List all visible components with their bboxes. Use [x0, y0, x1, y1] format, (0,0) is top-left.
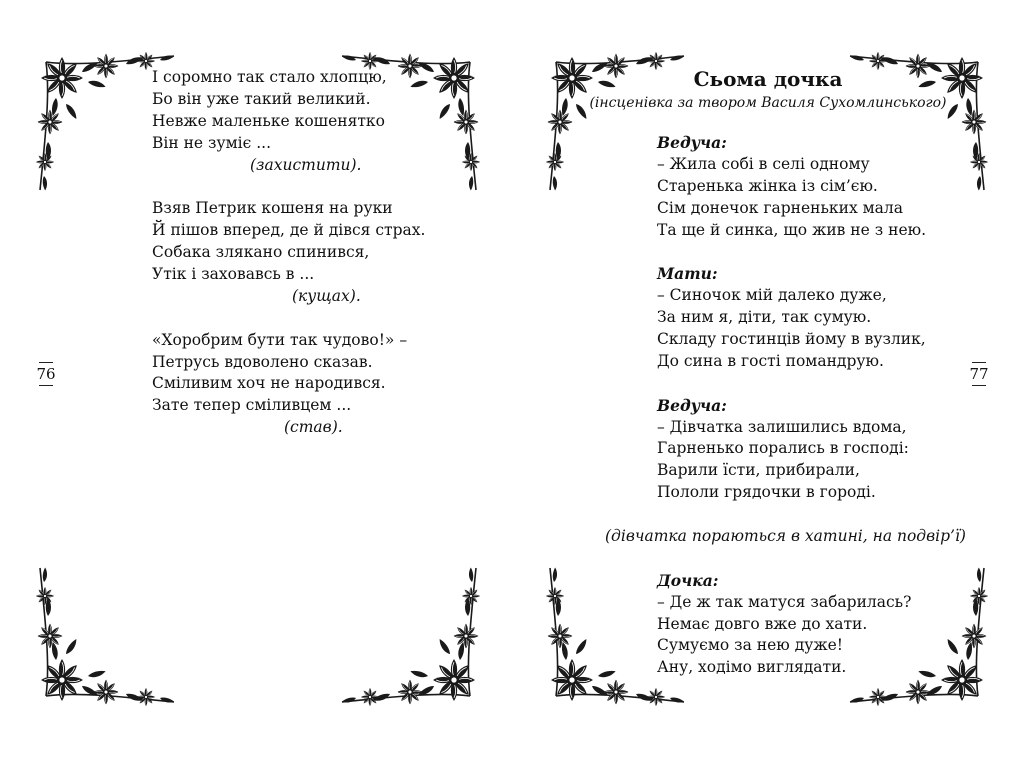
answer-line: (став).: [284, 418, 343, 437]
script-line: Та ще й синка, що жив не з нею.: [657, 220, 927, 239]
poem-line: Утік і заховавсь в ...: [152, 265, 315, 284]
script-line: До сина в гості помандрую.: [657, 351, 884, 370]
speaker-label: Ведуча:: [657, 133, 727, 152]
script-line: – Де ж так матуся забарилась?: [657, 592, 912, 611]
script-line: – Синочок мій далеко дуже,: [657, 286, 887, 305]
speaker-label: Дочка:: [657, 570, 719, 590]
poem-line: Зате тепер сміливцем ...: [152, 396, 352, 415]
poem-line: Невже маленьке кошенятко: [152, 111, 385, 130]
script-line: Складу гостинців йому в вузлик,: [657, 330, 926, 349]
poem-line: Сміливим хоч не народився.: [152, 374, 386, 393]
script-line: За ним я, діти, так сумую.: [657, 308, 872, 327]
script-line: Сумуємо за нею дуже!: [657, 636, 844, 655]
speaker-label: Мати:: [657, 264, 718, 284]
script-line: – Дівчатка залишились вдома,: [657, 417, 907, 436]
poem-line: Взяв Петрик кошеня на руки: [152, 199, 393, 218]
script-line: Варили їсти, прибирали,: [657, 461, 860, 480]
script-line: – Жила собі в селі одному: [657, 154, 870, 173]
script-line: Старенька жінка із сім’єю.: [657, 176, 878, 195]
poem-line: Петрусь вдоволено сказав.: [152, 352, 373, 371]
script-line: Пололи грядочки в городі.: [657, 483, 876, 502]
page-number-left: [31, 362, 61, 386]
script-text: [605, 132, 966, 679]
poem-line: І соромно так стало хлопцю,: [152, 68, 387, 86]
page-number-text: 77: [969, 365, 989, 383]
script-line: Немає довго вже до хати.: [657, 614, 868, 633]
stage-direction: (дівчатка пораються в хатині, на подвір’ї): [605, 527, 966, 546]
story-subtitle: (інсценівка за твором Василя Сухомлинського): [589, 95, 947, 111]
page-number-right: [964, 362, 994, 386]
story-title: Сьома дочка: [693, 67, 843, 91]
poem-text: [152, 67, 425, 439]
poem-line: Він не зуміє ...: [152, 133, 272, 152]
answer-line: (захистити).: [250, 155, 362, 174]
poem-line: Собака злякано спинився,: [152, 243, 370, 262]
speaker-label: Ведуча:: [657, 395, 727, 415]
answer-line: (кущах).: [292, 286, 361, 305]
floral-corner-icon: [36, 566, 176, 706]
poem-line: Бо він уже такий великий.: [152, 89, 371, 108]
script-line: Ану, ходімо виглядати.: [657, 658, 847, 677]
script-line: Гарненько порались в господі:: [657, 439, 909, 458]
poem-line: «Хоробрим бути так чудово!» –: [152, 330, 408, 349]
page-number-text: 76: [36, 365, 56, 383]
floral-corner-icon: [340, 566, 480, 706]
script-line: Сім донечок гарненьких мала: [657, 198, 904, 217]
poem-line: Й пішов вперед, де й дівся страх.: [152, 221, 426, 240]
